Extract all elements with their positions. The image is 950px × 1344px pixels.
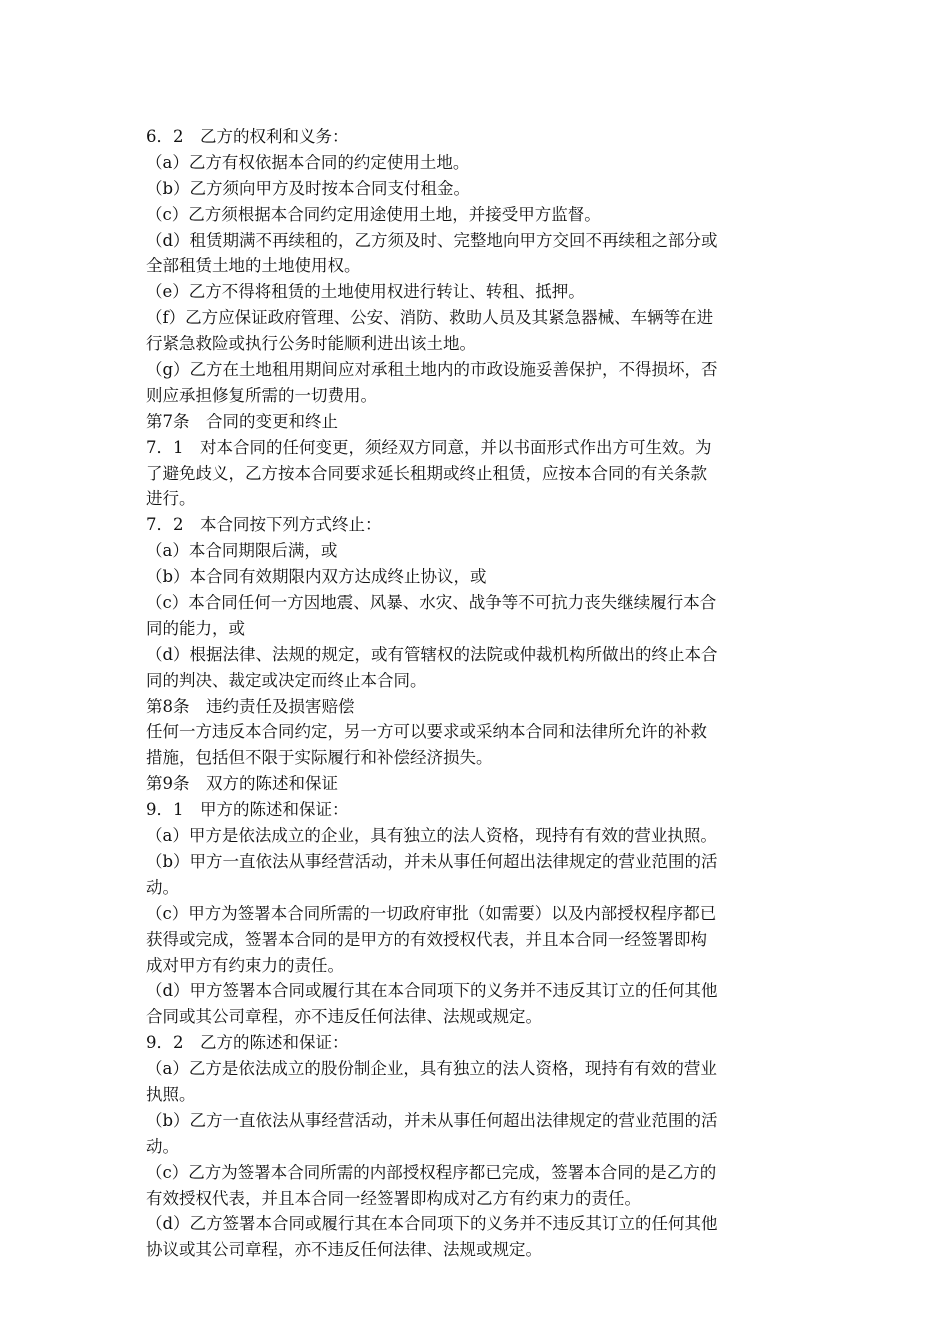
section-heading: 第7条 合同的变更和终止 bbox=[146, 411, 338, 431]
text-line: 任何一方违反本合同约定，另一方可以要求或采纳本合同和法律所允许的补救 bbox=[146, 722, 707, 742]
text-line: （d）乙方签署本合同或履行其在本合同项下的义务并不违反其订立的任何其他 bbox=[146, 1214, 718, 1234]
document-body bbox=[146, 124, 810, 1263]
text-line: 进行。 bbox=[146, 489, 196, 509]
text-line: 动。 bbox=[146, 1136, 179, 1156]
text-line: 协议或其公司章程，亦不违反任何法律、法规或规定。 bbox=[146, 1240, 542, 1260]
text-line: （b）甲方一直依法从事经营活动，并未从事任何超出法律规定的营业范围的活 bbox=[146, 851, 718, 871]
text-line: 动。 bbox=[146, 877, 179, 897]
text-line: 9．1 甲方的陈述和保证： bbox=[146, 800, 349, 820]
text-line: （a）乙方有权依据本合同的约定使用土地。 bbox=[146, 152, 470, 172]
text-line: 获得或完成，签署本合同的是甲方的有效授权代表，并且本合同一经签署即构 bbox=[146, 929, 707, 949]
text-line: 成对甲方有约束力的责任。 bbox=[146, 955, 344, 975]
text-line: 有效授权代表，并且本合同一经签署即构成对乙方有约束力的责任。 bbox=[146, 1188, 641, 1208]
text-line: 同的判决、裁定或决定而终止本合同。 bbox=[146, 670, 427, 690]
text-line: （d）甲方签署本合同或履行其在本合同项下的义务并不违反其订立的任何其他 bbox=[146, 981, 718, 1001]
text-line: （c）甲方为签署本合同所需的一切政府审批（如需要）以及内部授权程序都已 bbox=[146, 903, 717, 923]
text-line: 执照。 bbox=[146, 1084, 196, 1104]
text-line: （d）根据法律、法规的规定，或有管辖权的法院或仲裁机构所做出的终止本合 bbox=[146, 644, 718, 664]
text-line: （c）本合同任何一方因地震、风暴、水灾、战争等不可抗力丧失继续履行本合 bbox=[146, 593, 717, 613]
text-line: 全部租赁土地的土地使用权。 bbox=[146, 256, 361, 276]
text-line: （d）租赁期满不再续租的，乙方须及时、完整地向甲方交回不再续租之部分或 bbox=[146, 230, 718, 250]
text-line: （b）乙方须向甲方及时按本合同支付租金。 bbox=[146, 178, 471, 198]
text-line: （a）甲方是依法成立的企业，具有独立的法人资格，现持有有效的营业执照。 bbox=[146, 826, 717, 846]
text-line: （a）本合同期限后满，或 bbox=[146, 541, 338, 561]
text-line: （g）乙方在土地租用期间应对承租土地内的市政设施妥善保护，不得损坏，否 bbox=[146, 360, 718, 380]
text-line: 则应承担修复所需的一切费用。 bbox=[146, 385, 377, 405]
section-heading: 第8条 违约责任及损害赔偿 bbox=[146, 696, 355, 716]
text-line: （a）乙方是依法成立的股份制企业，具有独立的法人资格，现持有有效的营业 bbox=[146, 1059, 717, 1079]
text-line: 措施，包括但不限于实际履行和补偿经济损失。 bbox=[146, 748, 493, 768]
text-line: （f）乙方应保证政府管理、公安、消防、救助人员及其紧急器械、车辆等在进 bbox=[146, 308, 714, 328]
text-line: 7．1 对本合同的任何变更，须经双方同意，并以书面形式作出方可生效。为 bbox=[146, 437, 712, 457]
text-line: （b）乙方一直依法从事经营活动，并未从事任何超出法律规定的营业范围的活 bbox=[146, 1110, 718, 1130]
text-line: 6．2 乙方的权利和义务： bbox=[146, 127, 349, 146]
text-line: （c）乙方为签署本合同所需的内部授权程序都已完成，签署本合同的是乙方的 bbox=[146, 1162, 717, 1182]
text-line: 合同或其公司章程，亦不违反任何法律、法规或规定。 bbox=[146, 1007, 542, 1027]
text-line: 同的能力，或 bbox=[146, 618, 245, 638]
section-heading: 第9条 双方的陈述和保证 bbox=[146, 774, 338, 794]
text-line: （e）乙方不得将租赁的土地使用权进行转让、转租、抵押。 bbox=[146, 282, 585, 302]
text-line: 了避免歧义，乙方按本合同要求延长租期或终止租赁，应按本合同的有关条款 bbox=[146, 463, 707, 483]
text-line: （b）本合同有效期限内双方达成终止协议，或 bbox=[146, 567, 487, 587]
text-line: 7．2 本合同按下列方式终止： bbox=[146, 515, 382, 535]
text-line: （c）乙方须根据本合同约定用途使用土地，并接受甲方监督。 bbox=[146, 204, 601, 224]
text-line: 9．2 乙方的陈述和保证： bbox=[146, 1033, 349, 1053]
text-line: 行紧急救险或执行公务时能顺利进出该土地。 bbox=[146, 334, 476, 354]
